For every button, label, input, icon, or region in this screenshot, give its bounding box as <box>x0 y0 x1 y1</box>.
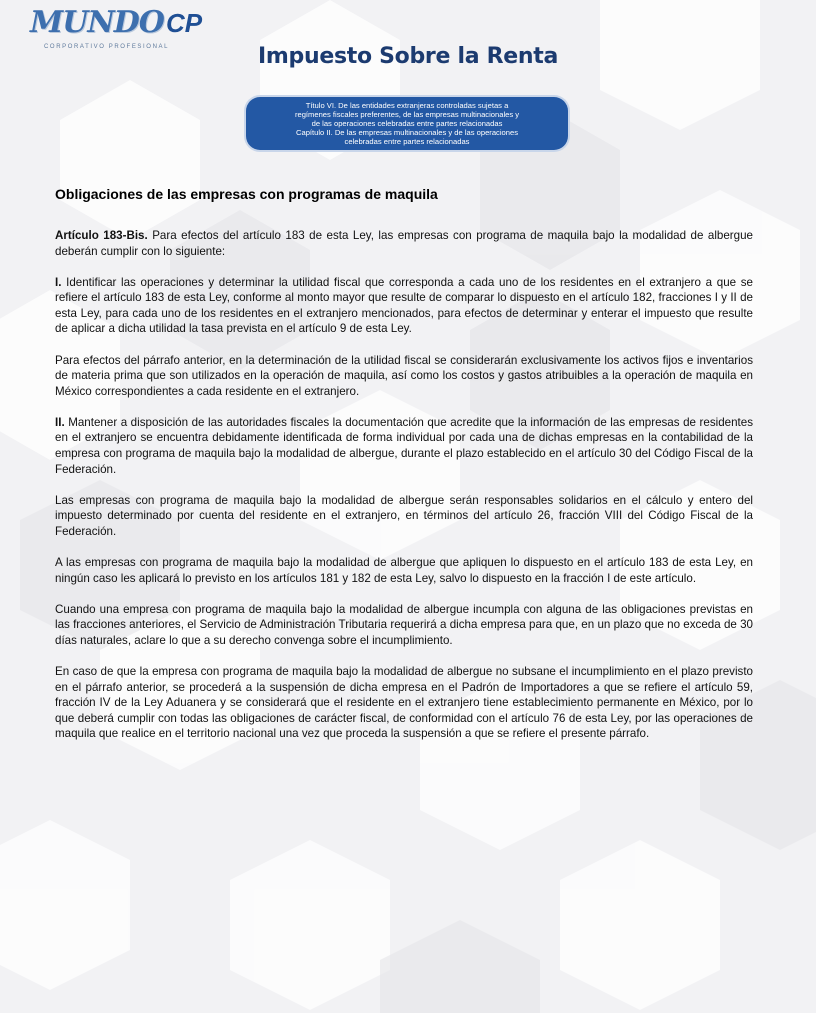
banner-line: de las operaciones celebradas entre partes relacionadas <box>311 119 503 128</box>
logo-wordmark <box>30 5 203 40</box>
chapter-banner <box>246 97 568 150</box>
paragraph-text: A las empresas con programa de maquila bajo la modalidad de albergue que apliquen lo dispuesto en el artículo 183 de esta Ley, en ningún caso les aplicará lo previsto en los artículos 181 y 182 de esta Ley, salvo lo dispuesto en la fracción I de este artículo. <box>55 556 753 585</box>
logo-cp: CP <box>165 8 203 38</box>
paragraph-text: Cuando una empresa con programa de maquila bajo la modalidad de albergue incumpla con alguna de las obligaciones previstas en las fracciones anteriores, el Servicio de Administración Tributaria requerirá a dicha empresa para que, en un plazo que no exceda de 30 días naturales, aclare lo que a su derecho convenga sobre el incumplimiento. <box>55 602 753 647</box>
paragraph <box>55 555 753 586</box>
paragraph-lead: Artículo 183-Bis. <box>55 229 148 242</box>
paragraph <box>55 664 753 742</box>
paragraph-text: Para efectos del párrafo anterior, en la determinación de la utilidad fiscal se considerarán exclusivamente los activos fijos e inventarios de materia prima que son utilizados en la operación de maquila, así como los costos y gastos atribuibles a la operación de maquila en México correspondientes a cada residente en el extranjero. <box>55 353 753 398</box>
paragraph <box>55 228 753 259</box>
paragraph-text: Identificar las operaciones y determinar la utilidad fiscal que corresponda a cada uno de los residentes en el extranjero a que se refiere el artículo 183 de esta Ley, conforme al monto mayor que resulte de comparar lo dispuesto en el artículo 182, fracciones I y II de esta Ley, para cada uno de los residentes en el extranjero mencionados, para efectos de determinar y enterar el impuesto que resulte de aplicar a dicha utilidad la tasa prevista en el artículo 9 de esta Ley. <box>55 275 753 336</box>
banner-line: celebradas entre partes relacionadas <box>344 137 470 146</box>
paragraph <box>55 353 753 400</box>
banner-line: Capítulo II. De las empresas multinacionales y de las operaciones <box>295 128 519 137</box>
paragraph <box>55 415 753 477</box>
paragraph-text: Mantener a disposición de las autoridades fiscales la documentación que acredite que la información de las empresas de residentes en el extranjero se encuentra debidamente identificada de forma individual por cada una de dichas empresas en la contabilidad de la empresa con programa de maquila bajo la modalidad de albergue, durante el plazo establecido en el artículo 30 del Código Fiscal de la Federación. <box>55 415 753 476</box>
paragraph <box>55 602 753 649</box>
paragraph-lead: I. <box>55 275 62 289</box>
paragraph <box>55 275 753 337</box>
paragraph-lead: II. <box>55 415 65 429</box>
banner-line: regímenes fiscales preferentes, de las empresas multinacionales y <box>294 110 520 119</box>
paragraph-text: Las empresas con programa de maquila bajo la modalidad de albergue serán responsables solidarios en el cálculo y entero del impuesto determinado por cuenta del residente en el extranjero, en términos del artículo 26, fracción VIII del Código Fiscal de la Federación. <box>55 493 753 538</box>
logo-word: MUNDO <box>30 5 164 40</box>
article-content <box>55 186 753 757</box>
paragraph-text: En caso de que la empresa con programa de maquila bajo la modalidad de albergue no subsane el incumplimiento en el plazo previsto en el párrafo anterior, se procederá a la suspensión de dicha empresa en el Padrón de Importadores a que se refiere el artículo 59, fracción IV de la Ley Aduanera y se considerará que el residente en el extranjero tiene establecimiento permanente en México, por lo que deberá cumplir con todas las obligaciones de carácter fiscal, de conformidad con el artículo 76 de esta Ley, por las operaciones de maquila que realice en el territorio nacional una vez que proceda la suspensión a que se refiere el presente párrafo. <box>55 664 753 741</box>
section-title: Obligaciones de las empresas con programas de maquila <box>55 186 438 202</box>
banner-line: Título VI. De las entidades extranjeras controladas sujetas a <box>305 101 509 110</box>
page-title: Impuesto Sobre la Renta <box>258 44 558 69</box>
logo-tagline: CORPORATIVO PROFESIONAL <box>44 44 170 50</box>
paragraph <box>55 493 753 540</box>
paragraph-text: Para efectos del artículo 183 de esta Ley, las empresas con programa de maquila bajo la modalidad de albergue deberán cumplir con lo siguiente: <box>55 229 753 258</box>
